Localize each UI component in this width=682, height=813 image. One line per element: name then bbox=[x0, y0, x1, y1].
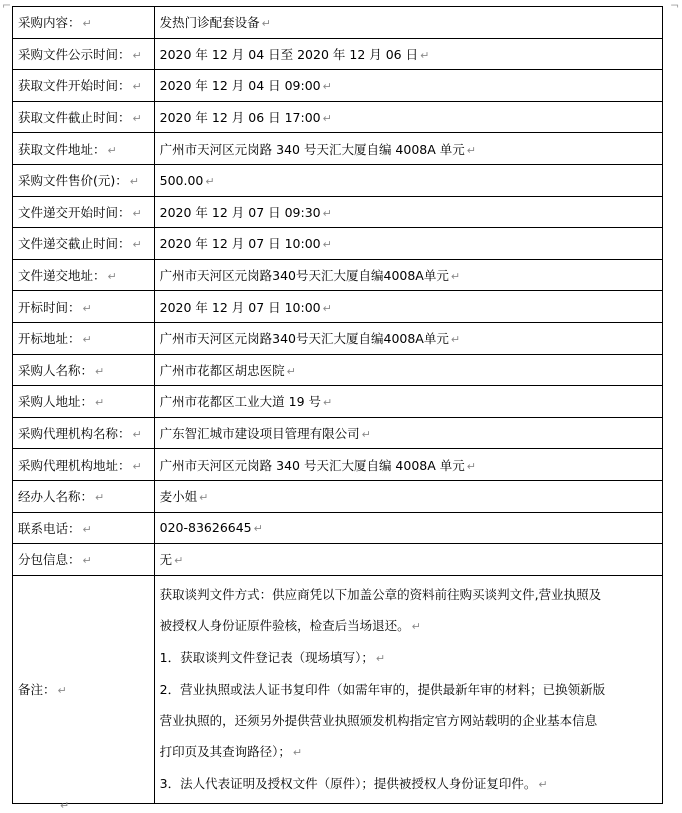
field-value-cell bbox=[154, 512, 662, 544]
table-row bbox=[13, 101, 663, 133]
table-body bbox=[13, 7, 663, 804]
field-label: 采购文件售价(元)： bbox=[18, 173, 128, 189]
field-label-cell bbox=[13, 417, 155, 449]
paragraph-mark: ↵ bbox=[132, 112, 142, 126]
field-label: 经办人名称： bbox=[18, 489, 94, 505]
table-row bbox=[13, 512, 663, 544]
paragraph-mark: ↵ bbox=[95, 364, 105, 378]
remark-line bbox=[160, 768, 658, 800]
paragraph-mark: ↵ bbox=[199, 491, 209, 505]
paragraph-mark: ↵ bbox=[132, 428, 142, 442]
paragraph-mark: ↵ bbox=[82, 554, 92, 568]
paragraph-mark: ↵ bbox=[82, 522, 92, 536]
field-label: 获取文件开始时间： bbox=[18, 78, 131, 94]
paragraph-mark: ↵ bbox=[132, 80, 142, 94]
field-label-cell bbox=[13, 70, 155, 102]
field-label: 联系电话： bbox=[18, 520, 81, 536]
remark-line bbox=[160, 610, 658, 642]
field-value-cell bbox=[154, 386, 662, 418]
paragraph-mark: ↵ bbox=[292, 745, 303, 759]
field-label: 获取文件截止时间： bbox=[18, 110, 131, 126]
field-value-cell bbox=[154, 322, 662, 354]
field-value-cell bbox=[154, 38, 662, 70]
paragraph-mark: ↵ bbox=[286, 364, 296, 378]
field-label-cell bbox=[13, 480, 155, 512]
field-label-cell bbox=[13, 259, 155, 291]
table-row bbox=[13, 70, 663, 102]
paragraph-mark: ↵ bbox=[375, 651, 386, 665]
paragraph-mark: ↵ bbox=[205, 174, 215, 188]
field-value: 2020 年 12 月 07 日 09:30 bbox=[159, 204, 321, 220]
paragraph-mark: ↵ bbox=[466, 459, 476, 473]
table-row bbox=[13, 7, 663, 39]
table-row bbox=[13, 480, 663, 512]
table-row bbox=[13, 133, 663, 165]
paragraph-mark: ↵ bbox=[323, 396, 333, 410]
field-value-cell bbox=[154, 417, 662, 449]
remark-line bbox=[160, 674, 658, 705]
paragraph-mark: ↵ bbox=[132, 238, 142, 252]
paragraph-mark: ↵ bbox=[261, 17, 271, 31]
field-value: 500.00 bbox=[159, 172, 204, 188]
field-value-cell bbox=[154, 164, 662, 196]
field-value: 无 bbox=[159, 552, 173, 568]
field-value: 广州市天河区元岗路340号天汇大厦自编4008A单元 bbox=[159, 331, 449, 347]
field-value-cell bbox=[154, 196, 662, 228]
field-label: 采购人地址： bbox=[18, 394, 94, 410]
margin-corner-mark-right: ¬ bbox=[670, 0, 680, 12]
field-label: 分包信息： bbox=[18, 552, 81, 568]
table-row bbox=[13, 164, 663, 196]
field-value: 2020 年 12 月 06 日 17:00 bbox=[159, 110, 321, 126]
field-label-cell bbox=[13, 164, 155, 196]
remark-label-cell bbox=[13, 575, 155, 803]
field-value: 麦小姐 bbox=[159, 489, 198, 505]
paragraph-mark: ↵ bbox=[132, 48, 142, 62]
field-value: 2020 年 12 月 04 日至 2020 年 12 月 06 日 bbox=[159, 46, 419, 62]
field-label-cell bbox=[13, 544, 155, 576]
paragraph-mark: ↵ bbox=[538, 777, 548, 791]
field-label: 开标时间： bbox=[18, 299, 81, 315]
field-label-cell bbox=[13, 449, 155, 481]
field-value-cell bbox=[154, 228, 662, 260]
remark-line bbox=[160, 579, 658, 610]
table-row bbox=[13, 386, 663, 418]
field-label: 文件递交截止时间： bbox=[18, 236, 131, 252]
field-value-cell bbox=[154, 354, 662, 386]
table-row bbox=[13, 38, 663, 70]
paragraph-mark: ↵ bbox=[82, 301, 92, 315]
remark-line-text: 被授权人身份证原件验核，检查后当场退还。 bbox=[159, 617, 410, 633]
paragraph-mark: ↵ bbox=[322, 206, 332, 220]
field-value-cell bbox=[154, 291, 662, 323]
paragraph-mark: ↵ bbox=[322, 80, 332, 94]
paragraph-mark: ↵ bbox=[411, 619, 421, 633]
remark-row bbox=[13, 575, 663, 803]
field-value: 2020 年 12 月 07 日 10:00 bbox=[159, 236, 321, 252]
paragraph-mark: ↵ bbox=[95, 396, 105, 410]
field-label: 获取文件地址： bbox=[18, 141, 106, 157]
remark-line-text: 1．获取谈判文件登记表（现场填写）； bbox=[159, 649, 374, 665]
field-label-cell bbox=[13, 133, 155, 165]
remark-value-cell bbox=[154, 575, 662, 803]
paragraph-mark: ↵ bbox=[57, 684, 67, 698]
table-row bbox=[13, 259, 663, 291]
field-label-cell bbox=[13, 386, 155, 418]
paragraph-mark: ↵ bbox=[174, 554, 184, 568]
paragraph-mark: ↵ bbox=[82, 333, 92, 347]
field-label: 采购内容： bbox=[18, 15, 81, 31]
field-value: 广州市天河区元岗路 340 号天汇大厦自编 4008A 单元 bbox=[159, 141, 465, 157]
field-label: 采购代理机构地址： bbox=[18, 457, 131, 473]
remark-line-text: 获取谈判文件方式：供应商凭以下加盖公章的资料前往购买谈判文件,营业执照及 bbox=[159, 586, 602, 602]
remark-line-text: 打印页及其查询路径）； bbox=[159, 743, 291, 759]
paragraph-mark-end: ↵ bbox=[60, 799, 70, 812]
table-row bbox=[13, 291, 663, 323]
field-value: 广州市天河区元岗路 340 号天汇大厦自编 4008A 单元 bbox=[159, 457, 465, 473]
remark-line bbox=[160, 736, 658, 768]
field-value-cell bbox=[154, 7, 662, 39]
field-label-cell bbox=[13, 228, 155, 260]
field-label-cell bbox=[13, 512, 155, 544]
table-row bbox=[13, 228, 663, 260]
field-value-cell bbox=[154, 133, 662, 165]
table-row bbox=[13, 449, 663, 481]
field-value: 广州市花都区胡忠医院 bbox=[159, 362, 285, 378]
field-value-cell bbox=[154, 480, 662, 512]
field-label: 文件递交开始时间： bbox=[18, 204, 131, 220]
remark-line bbox=[160, 705, 658, 736]
table-row bbox=[13, 354, 663, 386]
paragraph-mark: ↵ bbox=[322, 238, 332, 252]
field-label-cell bbox=[13, 101, 155, 133]
field-value-cell bbox=[154, 449, 662, 481]
paragraph-mark: ↵ bbox=[95, 491, 105, 505]
remark-line-text: 3．法人代表证明及授权文件（原件）；提供被授权人身份证复印件。 bbox=[159, 775, 537, 791]
field-label: 采购代理机构名称： bbox=[18, 426, 131, 442]
paragraph-mark: ↵ bbox=[420, 48, 430, 62]
table-row bbox=[13, 196, 663, 228]
field-label: 采购文件公示时间： bbox=[18, 46, 131, 62]
paragraph-mark: ↵ bbox=[466, 143, 476, 157]
paragraph-mark: ↵ bbox=[322, 301, 332, 315]
field-value-cell bbox=[154, 259, 662, 291]
field-value-cell bbox=[154, 70, 662, 102]
table-row bbox=[13, 417, 663, 449]
paragraph-mark: ↵ bbox=[450, 333, 461, 347]
paragraph-mark: ↵ bbox=[129, 175, 139, 189]
field-label: 文件递交地址： bbox=[18, 268, 106, 284]
procurement-info-table bbox=[12, 6, 663, 804]
field-label-cell bbox=[13, 7, 155, 39]
field-value: 2020 年 12 月 04 日 09:00 bbox=[159, 78, 321, 94]
field-value-cell bbox=[154, 544, 662, 576]
field-value: 2020 年 12 月 07 日 10:00 bbox=[159, 299, 321, 315]
remark-label: 备注： bbox=[18, 682, 56, 698]
paragraph-mark: ↵ bbox=[450, 270, 461, 284]
paragraph-mark: ↵ bbox=[82, 17, 92, 31]
margin-corner-mark-left: ⌐ bbox=[2, 0, 12, 12]
paragraph-mark: ↵ bbox=[132, 206, 142, 220]
field-value: 发热门诊配套设备 bbox=[159, 15, 260, 31]
field-label-cell bbox=[13, 322, 155, 354]
field-label: 采购人名称： bbox=[18, 362, 94, 378]
paragraph-mark: ↵ bbox=[322, 112, 332, 126]
field-value: 广州市天河区元岗路340号天汇大厦自编4008A单元 bbox=[159, 268, 449, 284]
field-value: 020-83626645 bbox=[159, 520, 252, 536]
table-row bbox=[13, 544, 663, 576]
paragraph-mark: ↵ bbox=[361, 428, 371, 442]
field-value: 广州市花都区工业大道 19 号 bbox=[159, 394, 321, 410]
field-label: 开标地址： bbox=[18, 331, 81, 347]
paragraph-mark: ↵ bbox=[107, 143, 117, 157]
remark-line-text: 营业执照的，还须另外提供营业执照颁发机构指定官方网站载明的企业基本信息 bbox=[159, 712, 598, 728]
field-label-cell bbox=[13, 354, 155, 386]
paragraph-mark: ↵ bbox=[253, 522, 263, 536]
field-value: 广东智汇城市建设项目管理有限公司 bbox=[159, 426, 360, 442]
paragraph-mark: ↵ bbox=[132, 459, 142, 473]
field-label-cell bbox=[13, 291, 155, 323]
paragraph-mark: ↵ bbox=[107, 270, 117, 284]
field-value-cell bbox=[154, 101, 662, 133]
remark-line-text: 2．营业执照或法人证书复印件（如需年审的，提供最新年审的材料；已换领新版 bbox=[159, 681, 606, 697]
field-label-cell bbox=[13, 38, 155, 70]
remark-line bbox=[160, 642, 658, 674]
table-row bbox=[13, 322, 663, 354]
field-label-cell bbox=[13, 196, 155, 228]
